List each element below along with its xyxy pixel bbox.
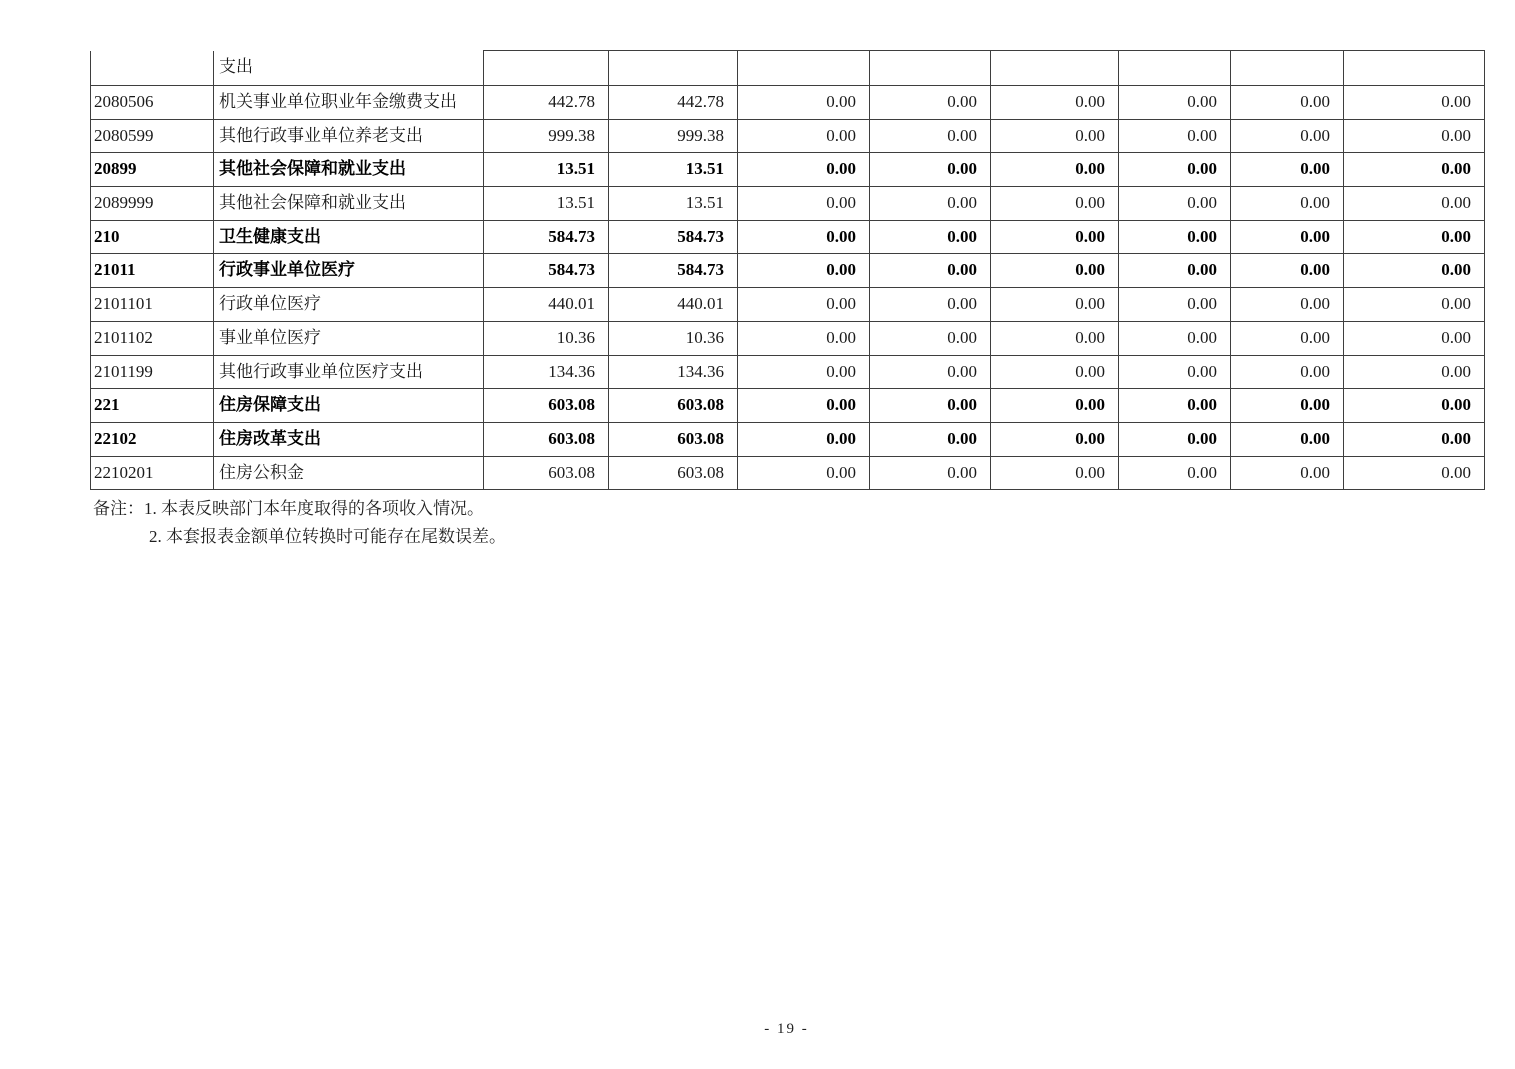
value-cell: 0.00: [738, 389, 870, 423]
value-cell: 0.00: [991, 456, 1119, 490]
table-row: [91, 187, 1485, 221]
table-row: [91, 422, 1485, 456]
value-cell: 0.00: [738, 220, 870, 254]
value-cell: 0.00: [1344, 321, 1485, 355]
table-row: [91, 254, 1485, 288]
value-cell: 0.00: [1119, 254, 1231, 288]
value-cell: 0.00: [991, 187, 1119, 221]
name-cell: 住房公积金: [214, 456, 484, 490]
value-cell: 0.00: [1344, 422, 1485, 456]
value-cell: 134.36: [609, 355, 738, 389]
value-cell: 0.00: [1344, 288, 1485, 322]
name-cell: 住房保障支出: [214, 389, 484, 423]
value-cell: 442.78: [484, 86, 609, 120]
note-line-1: [93, 495, 506, 523]
value-cell: 603.08: [609, 456, 738, 490]
value-cell: 0.00: [991, 355, 1119, 389]
value-cell: 0.00: [991, 220, 1119, 254]
value-cell: 0.00: [738, 355, 870, 389]
value-cell: 0.00: [991, 254, 1119, 288]
name-cell: 行政单位医疗: [214, 288, 484, 322]
table-row: [91, 119, 1485, 153]
value-cell: 0.00: [991, 119, 1119, 153]
name-cell: 机关事业单位职业年金缴费支出: [214, 86, 484, 120]
table-row: [91, 51, 1485, 86]
name-cell: 其他行政事业单位医疗支出: [214, 355, 484, 389]
name-cell: 其他行政事业单位养老支出: [214, 119, 484, 153]
value-cell: 0.00: [1119, 119, 1231, 153]
note-1-text: 1. 本表反映部门本年度取得的各项收入情况。: [144, 499, 484, 518]
notes: [93, 495, 506, 551]
value-cell: 0.00: [738, 456, 870, 490]
value-cell: 442.78: [609, 86, 738, 120]
value-cell: 0.00: [870, 355, 991, 389]
value-cell: 0.00: [1119, 86, 1231, 120]
value-cell: 0.00: [1119, 355, 1231, 389]
value-cell: 0.00: [1231, 254, 1344, 288]
value-cell: [1231, 51, 1344, 86]
value-cell: 0.00: [870, 254, 991, 288]
value-cell: 0.00: [1231, 153, 1344, 187]
notes-label: 备注：: [93, 499, 144, 518]
value-cell: 0.00: [870, 187, 991, 221]
value-cell: 0.00: [991, 153, 1119, 187]
name-cell: 住房改革支出: [214, 422, 484, 456]
name-cell: 其他社会保障和就业支出: [214, 153, 484, 187]
name-cell: 其他社会保障和就业支出: [214, 187, 484, 221]
table-row: [91, 456, 1485, 490]
code-cell: 2101199: [91, 355, 214, 389]
value-cell: 0.00: [1119, 422, 1231, 456]
table-row: [91, 153, 1485, 187]
table-row: [91, 389, 1485, 423]
name-cell: 支出: [214, 51, 484, 86]
value-cell: 603.08: [484, 422, 609, 456]
value-cell: [1344, 51, 1485, 86]
value-cell: 0.00: [1119, 321, 1231, 355]
value-cell: 0.00: [1119, 187, 1231, 221]
code-cell: 2210201: [91, 456, 214, 490]
value-cell: 13.51: [609, 187, 738, 221]
code-cell: 210: [91, 220, 214, 254]
page-number: - 19 -: [764, 1021, 809, 1037]
value-cell: [609, 51, 738, 86]
value-cell: 0.00: [991, 389, 1119, 423]
value-cell: 0.00: [1231, 456, 1344, 490]
value-cell: 0.00: [991, 288, 1119, 322]
expenditure-table: [90, 50, 1485, 490]
value-cell: 0.00: [1344, 119, 1485, 153]
value-cell: 0.00: [1344, 389, 1485, 423]
value-cell: 0.00: [1231, 389, 1344, 423]
value-cell: 0.00: [738, 153, 870, 187]
name-cell: 行政事业单位医疗: [214, 254, 484, 288]
value-cell: 10.36: [609, 321, 738, 355]
value-cell: 0.00: [1231, 422, 1344, 456]
table-row: [91, 220, 1485, 254]
value-cell: 603.08: [609, 422, 738, 456]
value-cell: 603.08: [609, 389, 738, 423]
value-cell: [870, 51, 991, 86]
value-cell: 603.08: [484, 456, 609, 490]
value-cell: 0.00: [991, 321, 1119, 355]
value-cell: 584.73: [484, 220, 609, 254]
value-cell: 0.00: [1119, 220, 1231, 254]
value-cell: 0.00: [1231, 187, 1344, 221]
code-cell: 22102: [91, 422, 214, 456]
value-cell: 0.00: [1119, 153, 1231, 187]
value-cell: 603.08: [484, 389, 609, 423]
value-cell: 584.73: [609, 254, 738, 288]
code-cell: 2101102: [91, 321, 214, 355]
value-cell: 0.00: [1231, 220, 1344, 254]
value-cell: 0.00: [870, 86, 991, 120]
value-cell: 0.00: [1231, 119, 1344, 153]
code-cell: 21011: [91, 254, 214, 288]
value-cell: 0.00: [870, 153, 991, 187]
value-cell: 0.00: [1119, 288, 1231, 322]
value-cell: 0.00: [1344, 187, 1485, 221]
name-cell: 事业单位医疗: [214, 321, 484, 355]
value-cell: 0.00: [870, 389, 991, 423]
value-cell: 440.01: [484, 288, 609, 322]
table-row: [91, 288, 1485, 322]
value-cell: 0.00: [1231, 355, 1344, 389]
value-cell: 10.36: [484, 321, 609, 355]
code-cell: 2101101: [91, 288, 214, 322]
value-cell: 0.00: [991, 86, 1119, 120]
code-cell: 2089999: [91, 187, 214, 221]
value-cell: 0.00: [738, 321, 870, 355]
value-cell: 0.00: [738, 187, 870, 221]
value-cell: [738, 51, 870, 86]
value-cell: 0.00: [738, 119, 870, 153]
value-cell: [484, 51, 609, 86]
value-cell: 13.51: [484, 153, 609, 187]
value-cell: 0.00: [1344, 220, 1485, 254]
value-cell: 0.00: [738, 288, 870, 322]
value-cell: 0.00: [870, 456, 991, 490]
value-cell: 0.00: [870, 220, 991, 254]
code-cell: 221: [91, 389, 214, 423]
value-cell: 0.00: [1231, 288, 1344, 322]
value-cell: 440.01: [609, 288, 738, 322]
value-cell: [1119, 51, 1231, 86]
value-cell: 0.00: [991, 422, 1119, 456]
code-cell: [91, 51, 214, 86]
name-cell: 卫生健康支出: [214, 220, 484, 254]
value-cell: 0.00: [738, 86, 870, 120]
value-cell: 0.00: [1344, 153, 1485, 187]
value-cell: 0.00: [870, 422, 991, 456]
note-line-2: 2. 本套报表金额单位转换时可能存在尾数误差。: [149, 527, 506, 546]
value-cell: 999.38: [609, 119, 738, 153]
table-row: [91, 86, 1485, 120]
table-row: [91, 321, 1485, 355]
value-cell: 0.00: [1344, 456, 1485, 490]
value-cell: 0.00: [1231, 321, 1344, 355]
value-cell: 0.00: [870, 321, 991, 355]
code-cell: 2080599: [91, 119, 214, 153]
value-cell: 134.36: [484, 355, 609, 389]
value-cell: 0.00: [870, 119, 991, 153]
value-cell: 0.00: [1119, 456, 1231, 490]
table-row: [91, 355, 1485, 389]
code-cell: 20899: [91, 153, 214, 187]
value-cell: 0.00: [1344, 355, 1485, 389]
value-cell: 13.51: [609, 153, 738, 187]
value-cell: 13.51: [484, 187, 609, 221]
value-cell: 0.00: [1231, 86, 1344, 120]
value-cell: [991, 51, 1119, 86]
value-cell: 0.00: [738, 422, 870, 456]
value-cell: 0.00: [1119, 389, 1231, 423]
value-cell: 0.00: [1344, 254, 1485, 288]
table-body: [91, 51, 1485, 490]
value-cell: 584.73: [484, 254, 609, 288]
value-cell: 999.38: [484, 119, 609, 153]
value-cell: 0.00: [738, 254, 870, 288]
value-cell: 0.00: [1344, 86, 1485, 120]
code-cell: 2080506: [91, 86, 214, 120]
value-cell: 0.00: [870, 288, 991, 322]
value-cell: 584.73: [609, 220, 738, 254]
